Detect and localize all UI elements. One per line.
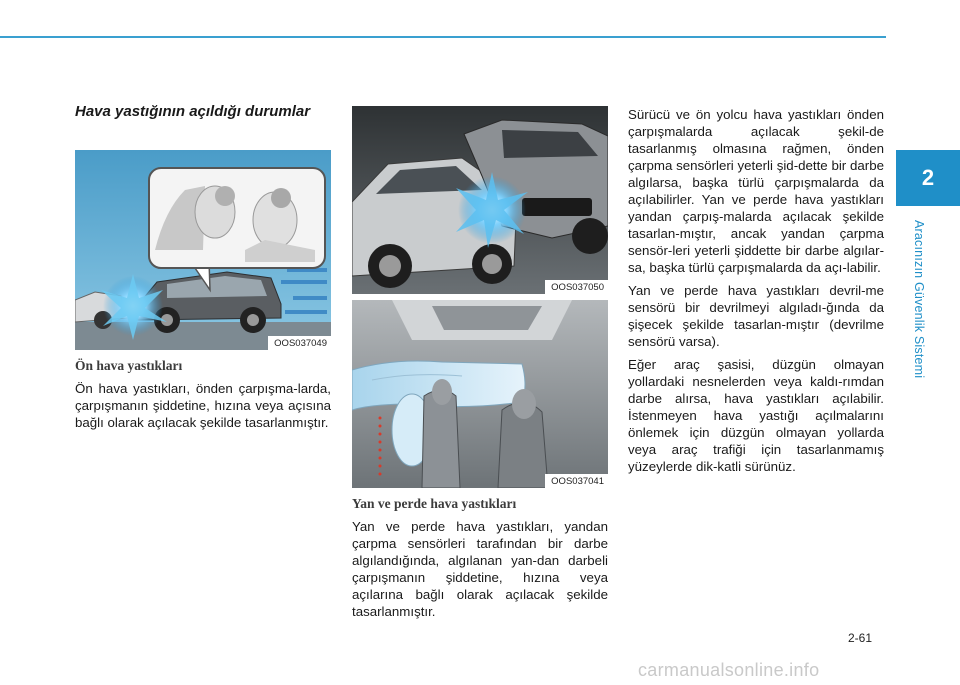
paragraph: Sürücü ve ön yolcu hava yastıkları önden çarpışmalarda açılacak şekil-de tasarlanmış olmasına rağmen, önden çarpma sensörleri yeterli şid-dette bir darbe algılarsa, başka türlü çarpışmalarda da açılabilirler. Yan ve perde hava yastıkları yandan çarpış-malarda açılacak şekilde tasarlan-mıştır, ancak yandan çarpma sensör-leri yeterli şiddette bir darbe algılar-sa, başka türlü çarpışmalarda da açı-labilir. xyxy=(628,107,884,275)
column-left xyxy=(75,103,331,437)
chapter-tab[interactable]: 2 xyxy=(896,150,960,206)
paragraph: Yan ve perde hava yastıkları devril-me sensörü bir devrilmeyi algıladı-ğında da şişecek şekilde tasarlan-mıştır (devrilme sensörü varsa). xyxy=(628,283,884,349)
figure-curtain-airbag xyxy=(352,300,608,488)
figure-side-collision xyxy=(352,106,608,294)
paragraph: Ön hava yastıkları, önden çarpışma-larda, çarpışmanın şiddetine, hızına veya açısına bağlı olarak açılacak şekilde tasarlanmıştır. xyxy=(75,381,331,430)
page-number: 2-61 xyxy=(848,631,873,645)
section-title: Hava yastığının açıldığı durumlar xyxy=(75,103,311,120)
chapter-side-title: Aracınızın Güvenlik Sistemi xyxy=(912,220,926,379)
figure-code: OOS037050 xyxy=(545,280,608,294)
subheading-side-curtain-airbags: Yan ve perde hava yastıkları xyxy=(352,496,517,511)
side-collision-illustration xyxy=(352,106,608,294)
curtain-airbag-illustration xyxy=(352,300,608,488)
column-right xyxy=(628,106,884,481)
figure-front-collision xyxy=(75,150,331,350)
figure-code: OOS037049 xyxy=(268,336,331,350)
front-collision-illustration xyxy=(75,150,331,350)
column-middle xyxy=(352,106,608,626)
subheading-front-airbags: Ön hava yastıkları xyxy=(75,358,183,373)
top-rule xyxy=(0,36,886,38)
paragraph: Yan ve perde hava yastıkları, yandan çarpma sensörleri tarafından bir darbe algılandığında, algılanan yan-dan darbeli çarpışmanın şiddetine, hızına veya açılarına bağlı olarak açılacak şekilde tasarlanmıştır. xyxy=(352,519,608,619)
figure-code: OOS037041 xyxy=(545,474,608,488)
paragraph: Eğer araç şasisi, düzgün olmayan yollardaki nesnelerden veya kaldı-rımdan darbe alırsa, hava yastıkları açılabilir. İstenmeyen hava yastığı açılmalarını önlemek için düzgün olmayan yollarda veya araç trafiği için tasarlanmamış yüzeylerde dik-katli sürünüz. xyxy=(628,357,884,474)
watermark[interactable]: carmanualsonline.info xyxy=(638,660,820,680)
